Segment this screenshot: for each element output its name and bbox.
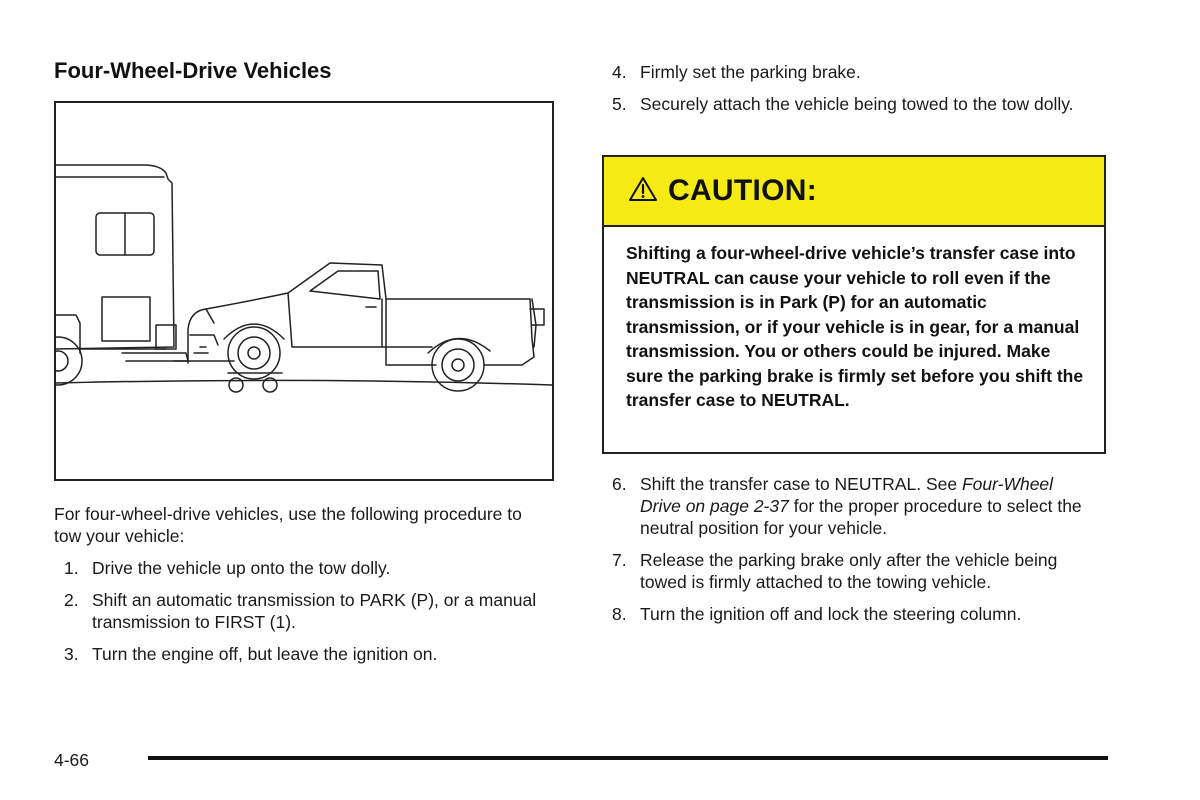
step-number: 7. [612, 550, 627, 570]
step-text: Turn the engine off, but leave the ignition on. [92, 644, 438, 664]
list-item [64, 643, 554, 665]
step-number: 5. [612, 94, 627, 114]
list-item [612, 93, 1082, 115]
step-text: Turn the ignition off and lock the steering column. [640, 604, 1022, 624]
footer-rule [148, 756, 1108, 760]
list-item [612, 61, 1082, 83]
pickup-truck-drawing [188, 263, 544, 391]
step-number: 8. [612, 604, 627, 624]
step-number: 1. [64, 558, 79, 578]
caution-header [604, 157, 1104, 227]
page-reference-link[interactable]: Four-Wheel Drive on page 2-37 [640, 474, 1054, 516]
step-number: 2. [64, 590, 79, 610]
step-text: Drive the vehicle up onto the tow dolly. [92, 558, 391, 578]
step-text: Release the parking brake only after the vehicle being towed is firmly attached to the towing vehicle. [640, 550, 1058, 592]
step-number: 3. [64, 644, 79, 664]
list-item [612, 603, 1082, 625]
list-item [64, 557, 554, 579]
step-number: 6. [612, 474, 627, 494]
section-heading: Four-Wheel-Drive Vehicles [54, 58, 332, 83]
towing-illustration [54, 101, 554, 481]
caution-box [602, 155, 1106, 454]
step-text-after: for the proper procedure to select the neutral position for your vehicle. [640, 496, 1082, 538]
motorhome-drawing [56, 165, 188, 385]
intro-paragraph: For four-wheel-drive vehicles, use the following procedure to tow your vehicle: [54, 504, 522, 546]
list-item [612, 549, 1082, 593]
warning-triangle-icon [628, 176, 658, 207]
step-text: Shift an automatic transmission to PARK (P), or a manual transmission to FIRST (1). [92, 590, 537, 632]
step-text: Firmly set the parking brake. [640, 62, 861, 82]
step-text: Securely attach the vehicle being towed to the tow dolly. [640, 94, 1074, 114]
step-number: 4. [612, 62, 627, 82]
steps-list-right-bottom [612, 473, 1082, 635]
caution-title: CAUTION: [668, 174, 818, 207]
caution-text: Shifting a four-wheel-drive vehicle’s transfer case into NEUTRAL can cause your vehicle to roll even if the transmission is in Park (P) for an automatic transmission, or if your vehicle is in gear, for a manual transmission. You or others could be injured. Make sure the parking brake is firmly set before you shift the transfer case to NEUTRAL. [626, 243, 1084, 410]
list-item [612, 473, 1082, 539]
step-text-before: Shift the transfer case to NEUTRAL. See [640, 474, 962, 494]
list-item [64, 589, 554, 633]
page-number: 4-66 [54, 750, 90, 770]
steps-list-right-top [612, 61, 1082, 125]
steps-list-left [64, 557, 554, 675]
